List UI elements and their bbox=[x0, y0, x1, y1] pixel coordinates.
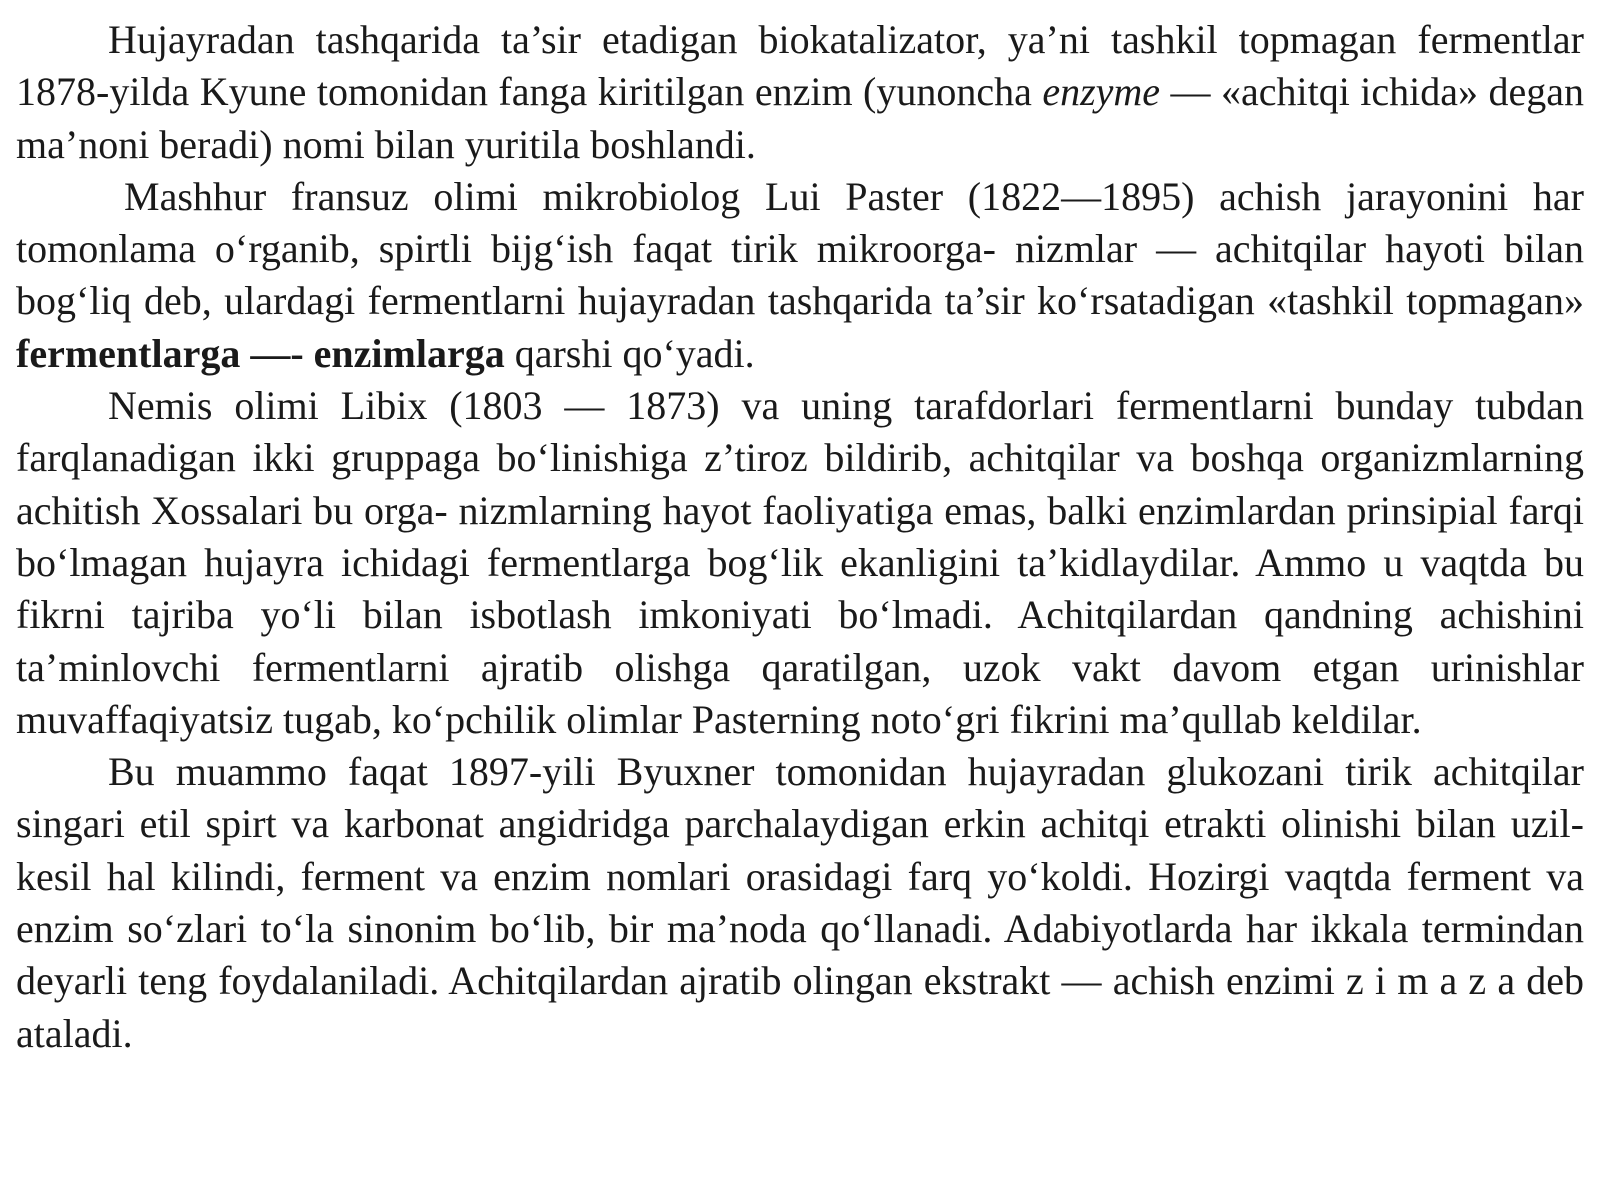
paragraph-enzyme-origin bbox=[16, 14, 1584, 171]
text-segment: Mashhur fransuz olimi mikrobiolog Lui Paster (1822—1895) achish jarayonini har tomonlama o‘rganib, spirtli bijg‘ish faqat tirik mikroorga- nizmlar — achitqilar hayoti bilan bog‘liq deb, ulardagi fermentlarni hujayradan tashqarida ta’sir ko‘rsatadigan «tashkil topmagan» bbox=[16, 173, 1584, 324]
italic-term-enzyme: enzyme bbox=[1042, 69, 1161, 115]
text-segment: — «achitqi ichida» degan ma’noni beradi) nomi bilan yuritila boshlandi. bbox=[16, 69, 1584, 167]
paragraph-liebig bbox=[16, 380, 1584, 746]
bold-term-fermentlarga-enzimlarga: fermentlarga —- enzimlarga bbox=[16, 330, 505, 376]
text-segment: qarshi qo‘yadi. bbox=[504, 330, 755, 376]
text-segment: Bu muammo faqat 1897-yili Byuxner tomonidan hujayradan glukozani tirik achitqilar singari etil spirt va karbonat angidridga parchalaydigan erkin achitqi etrakti olinishi bilan uzil-kesil hal kilindi, ferment va enzim nomlari orasidagi farq yo‘koldi. Hozirgi vaqtda ferment va enzim so‘zlari to‘la sinonim bo‘lib, bir ma’noda qo‘llanadi. Adabiyotlarda har ikkala termindan deyarli teng foydalaniladi. Achitqilardan ajratib olingan ekstrakt — achish enzimi z i m a z a deb ataladi. bbox=[16, 749, 1584, 1056]
text-segment: Hujayradan tashqarida ta’sir etadigan biokatalizator, ya’ni tashkil topmagan fermentlar 1878-yilda Kyune tomonidan fanga kiritilgan enzim (yunoncha bbox=[16, 17, 1584, 115]
text-segment: Nemis olimi Libix (1803 — 1873) va uning tarafdorlari fermentlarni bunday tubdan farqlanadigan ikki gruppaga bo‘linishiga z’tiroz bildirib, achitqilar va boshqa organizmlarning achitish Xossalari bu orga- nizmlarning hayot faoliyatiga emas, balki enzimlardan prinsipial farqi bo‘lmagan hujayra ichidagi fermentlarga bog‘lik ekanligini ta’kidlaydilar. Ammo u vaqtda bu fikrni tajriba yo‘li bilan isbotlash imkoniyati bo‘lmadi. Achitqilardan qandning achishini ta’minlovchi fermentlarni ajratib olishga qaratilgan, uzok vakt davom etgan urinishlar muvaffaqiyatsiz tugab, ko‘pchilik olimlar Pasterning noto‘gri fikrini ma’qullab keldilar. bbox=[16, 383, 1584, 742]
paragraph-pasteur bbox=[16, 171, 1584, 380]
paragraph-buchner bbox=[16, 746, 1584, 1060]
